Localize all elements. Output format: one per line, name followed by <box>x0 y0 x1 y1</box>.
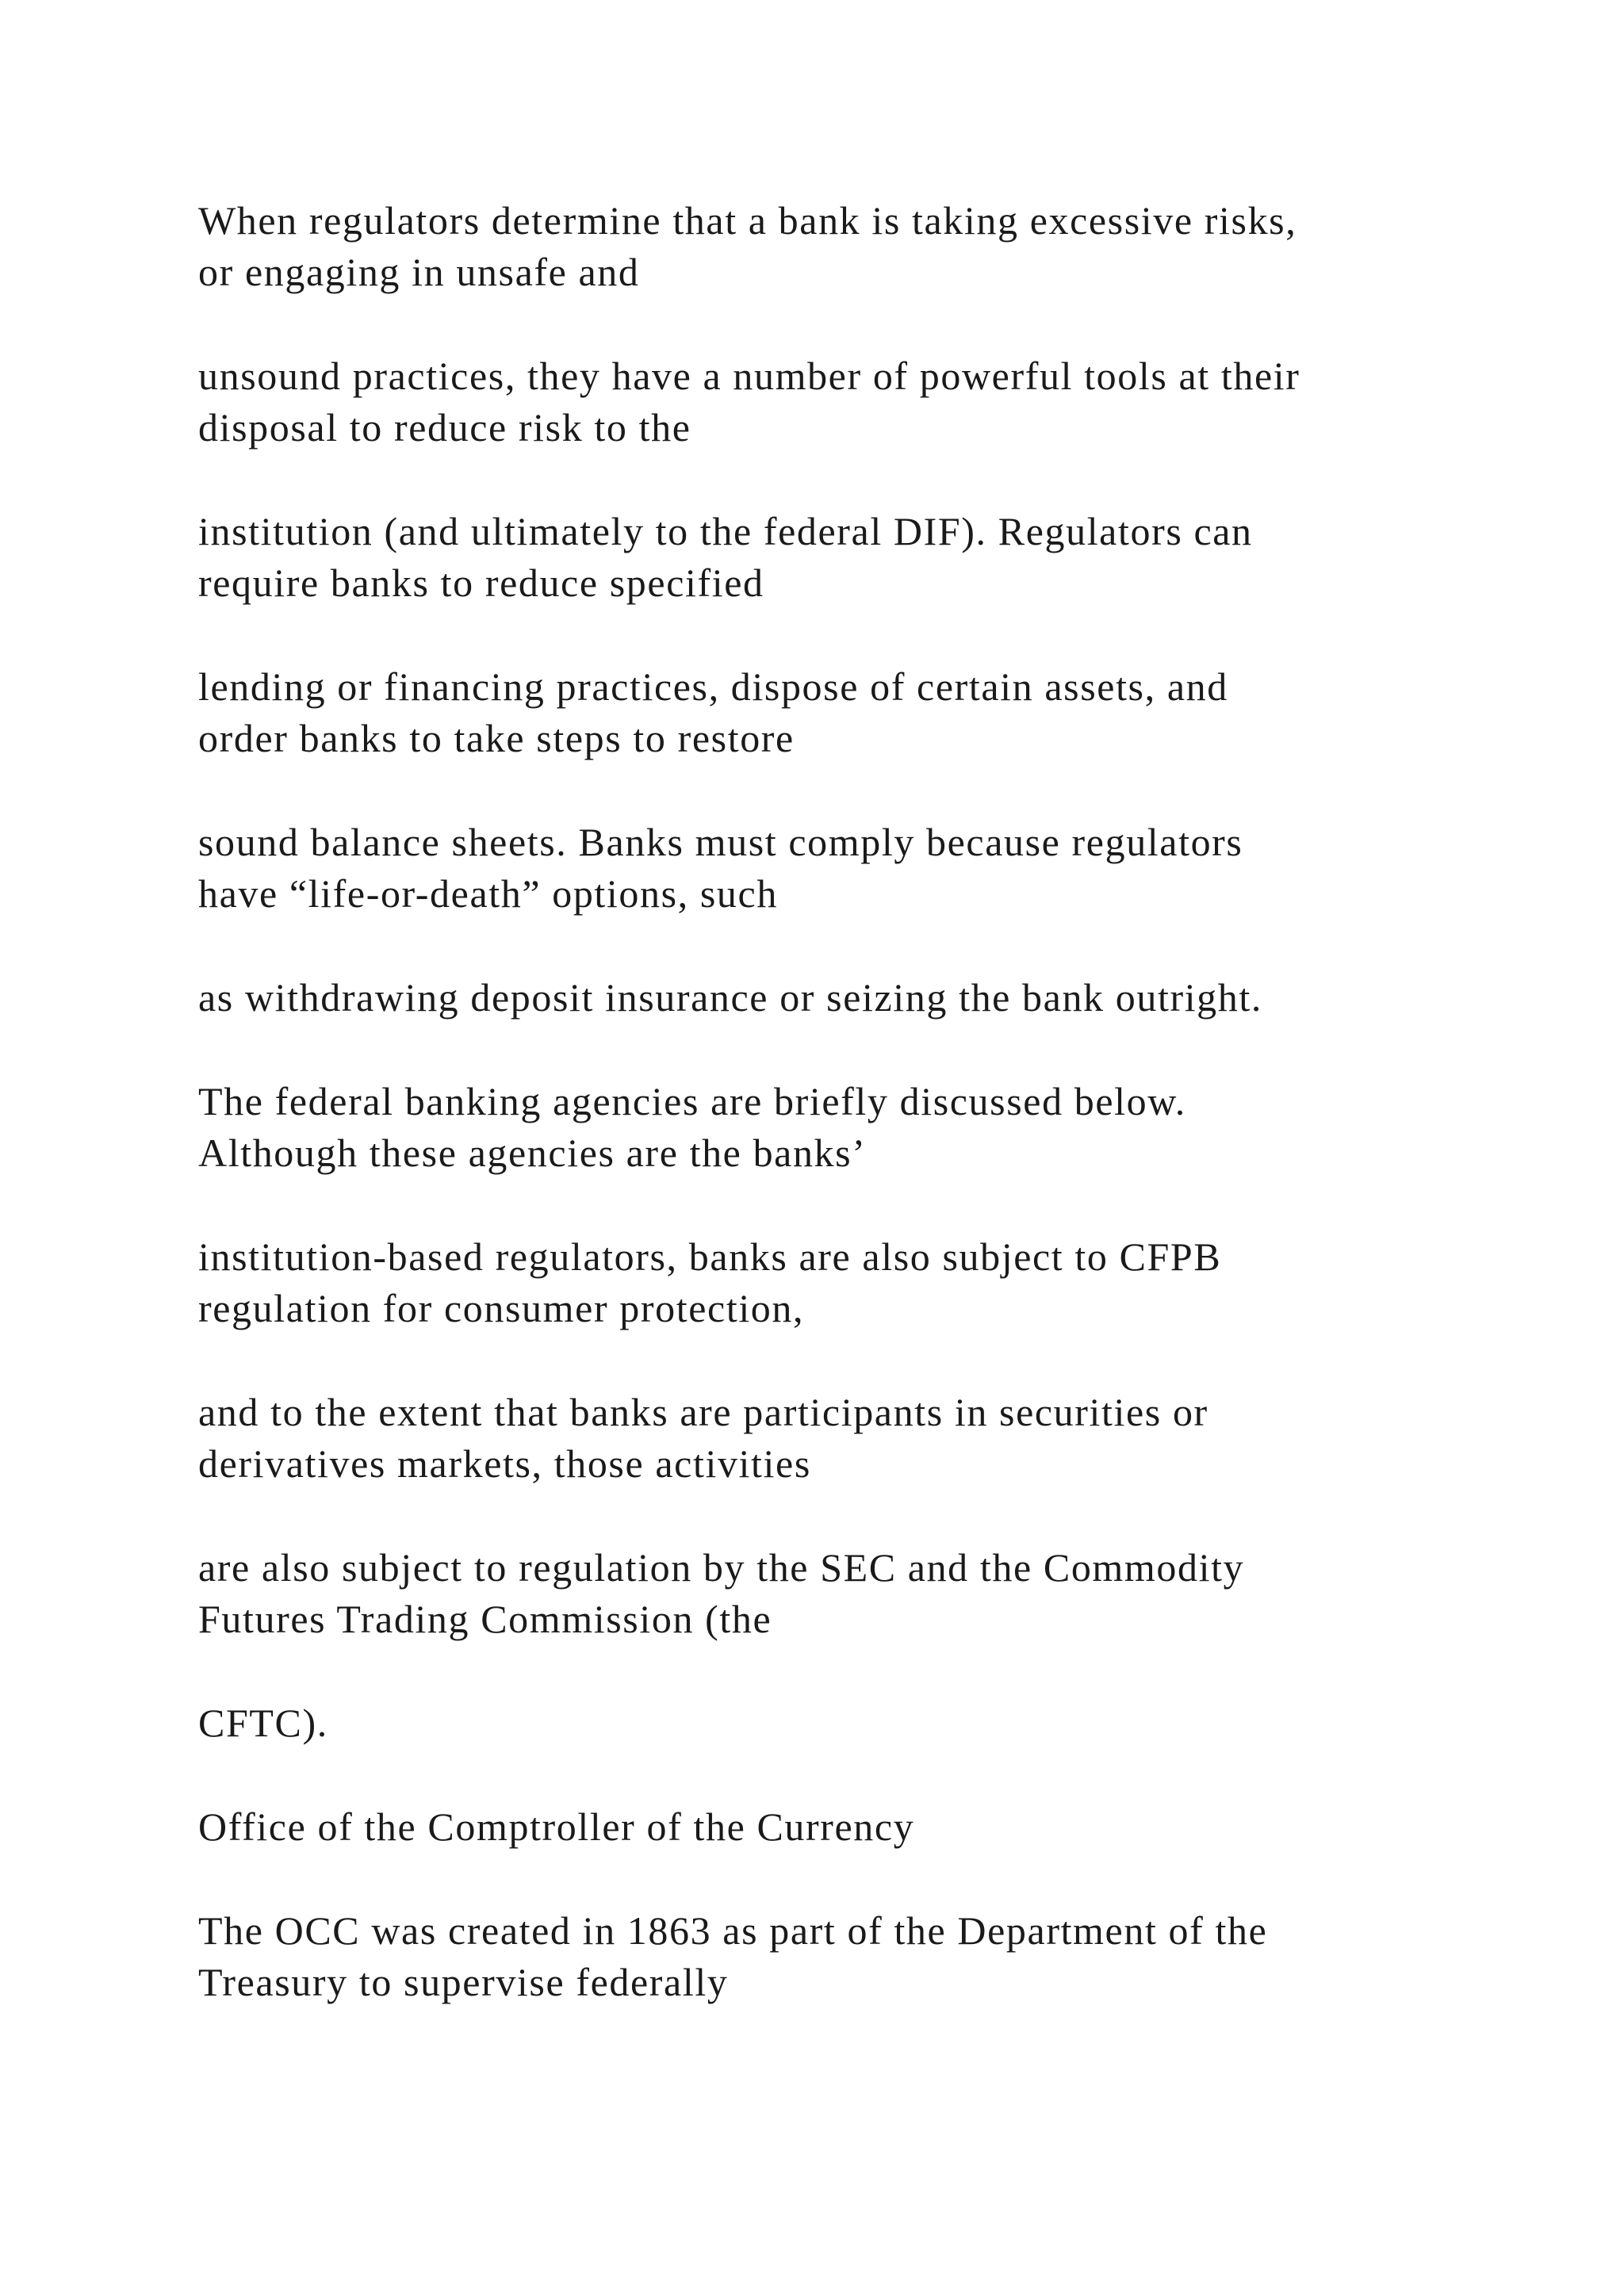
text-line: Although these agencies are the banks’ <box>198 1131 867 1175</box>
paragraph-5 <box>198 817 1499 920</box>
text-line: When regulators determine that a bank is taking excessive risks, <box>198 198 1297 243</box>
section-heading <box>198 1801 1499 1853</box>
text-line: unsound practices, they have a number of powerful tools at their <box>198 354 1300 398</box>
text-line: CFTC). <box>198 1701 328 1745</box>
text-line: as withdrawing deposit insurance or seizing the bank outright. <box>198 975 1262 1020</box>
text-line: Treasury to supervise federally <box>198 1960 729 2004</box>
text-line: Futures Trading Commission (the <box>198 1597 772 1641</box>
text-line: derivatives markets, those activities <box>198 1441 811 1486</box>
text-line: are also subject to regulation by the SEC and the Commodity <box>198 1545 1245 1590</box>
paragraph-11 <box>198 1697 1499 1749</box>
text-line: have “life-or-death” options, such <box>198 871 778 916</box>
document-body <box>198 195 1499 2061</box>
text-line: sound balance sheets. Banks must comply because regulators <box>198 820 1243 864</box>
text-line: disposal to reduce risk to the <box>198 405 691 450</box>
paragraph-10 <box>198 1542 1499 1645</box>
text-line: and to the extent that banks are participants in securities or <box>198 1390 1208 1434</box>
text-line: The OCC was created in 1863 as part of the Department of the <box>198 1908 1268 1953</box>
text-line: or engaging in unsafe and <box>198 250 640 294</box>
paragraph-6 <box>198 972 1499 1024</box>
heading-line: Office of the Comptroller of the Currency <box>198 1804 915 1849</box>
text-line: institution-based regulators, banks are also subject to CFPB <box>198 1234 1222 1279</box>
paragraph-13 <box>198 1905 1499 2008</box>
paragraph-9 <box>198 1387 1499 1490</box>
text-line: order banks to take steps to restore <box>198 716 795 760</box>
text-line: require banks to reduce specified <box>198 561 764 605</box>
text-line: The federal banking agencies are briefly discussed below. <box>198 1079 1186 1123</box>
paragraph-2 <box>198 350 1499 453</box>
paragraph-8 <box>198 1231 1499 1334</box>
paragraph-7 <box>198 1076 1499 1179</box>
paragraph-3 <box>198 506 1499 609</box>
text-line: institution (and ultimately to the federal DIF). Regulators can <box>198 509 1253 553</box>
paragraph-1 <box>198 195 1499 298</box>
text-line: lending or financing practices, dispose of certain assets, and <box>198 664 1228 709</box>
paragraph-4 <box>198 661 1499 764</box>
text-line: regulation for consumer protection, <box>198 1286 805 1330</box>
